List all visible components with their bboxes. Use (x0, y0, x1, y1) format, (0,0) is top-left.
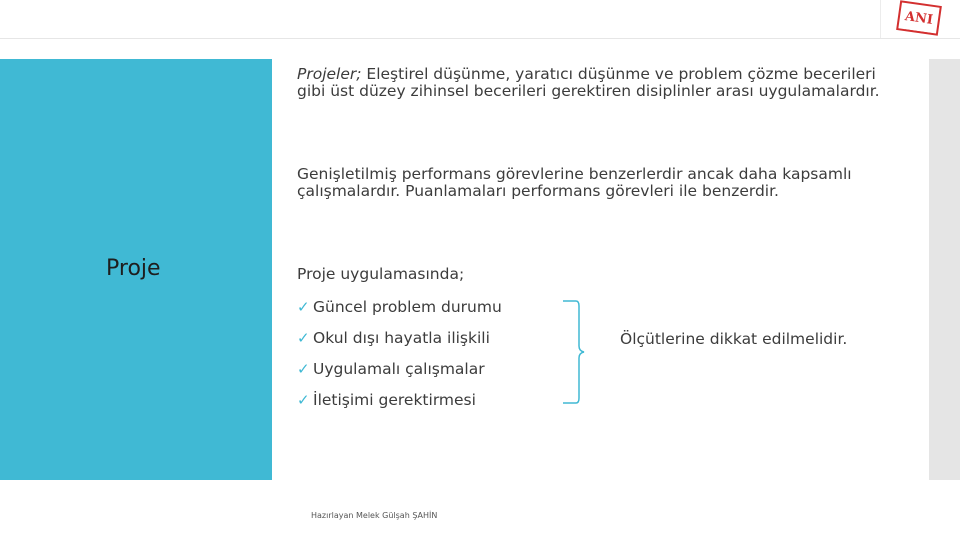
logo-text: ANI (903, 9, 934, 28)
comparison-paragraph: Genişletilmiş performans görevlerine benzerlerdir ancak daha kapsamlı çalışmalardır. Puanlamaları performans görevleri ile benzerdir. (297, 165, 852, 200)
right-brace-icon (560, 298, 590, 408)
list-item (297, 328, 502, 359)
list-item (297, 359, 502, 390)
header-divider (0, 38, 960, 39)
criterion-label: Güncel problem durumu (313, 298, 502, 316)
criterion-label: Okul dışı hayatla ilişkili (313, 329, 490, 347)
checkmark-icon: ✓ (297, 298, 310, 316)
section-title: Proje (106, 256, 161, 281)
logo-badge-icon (895, 0, 943, 38)
list-item (297, 297, 502, 328)
criteria-heading: Proje uygulamasında; (297, 265, 465, 283)
criterion-label: Uygulamalı çalışmalar (313, 360, 485, 378)
logo (880, 0, 943, 38)
checkmark-icon: ✓ (297, 391, 310, 409)
criterion-label: İletişimi gerektirmesi (313, 391, 476, 409)
checkmark-icon: ✓ (297, 329, 310, 347)
footer-author: Hazırlayan Melek Gülşah ŞAHİN (311, 511, 438, 520)
intro-text: Eleştirel düşünme, yaratıcı düşünme ve problem çözme becerileri gibi üst düzey zihinsel becerileri gerektiren disiplinler arası uygulamalardır. (297, 65, 880, 100)
intro-term: Projeler; (297, 65, 362, 83)
checkmark-icon: ✓ (297, 360, 310, 378)
intro-paragraph (297, 66, 897, 100)
side-bar (929, 59, 960, 480)
criteria-list (297, 297, 502, 421)
conclusion-text: Ölçütlerine dikkat edilmelidir. (620, 330, 848, 348)
list-item (297, 390, 502, 421)
